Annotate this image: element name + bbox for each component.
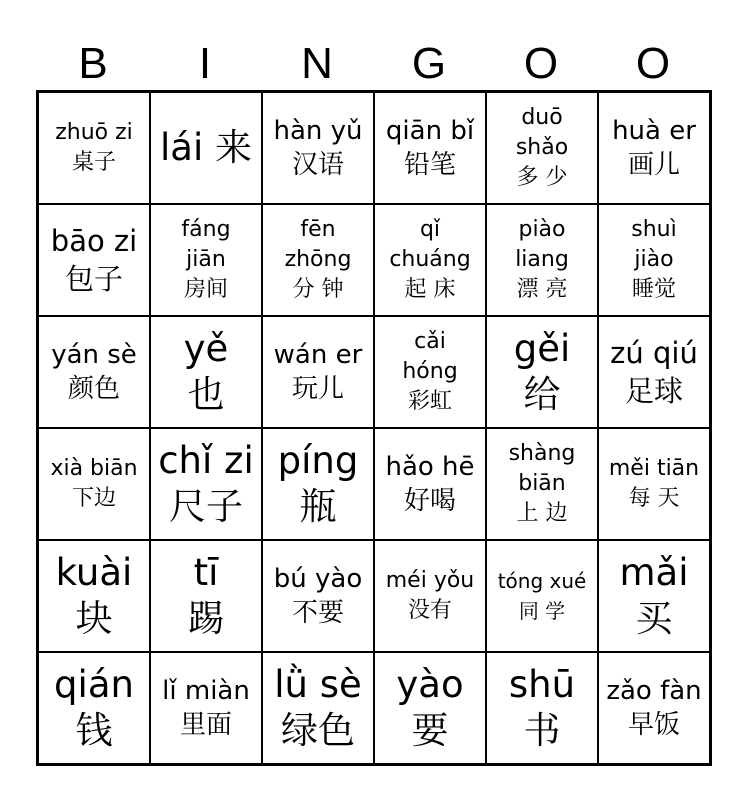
cell-pinyin: liang xyxy=(515,247,569,272)
cell-pinyin: fáng xyxy=(181,217,231,242)
cell-pinyin: zhuō zi xyxy=(55,120,133,145)
cell-hanzi: 漂 亮 xyxy=(516,277,568,302)
cell-hanzi: 玩儿 xyxy=(291,374,344,404)
bingo-cell[interactable] xyxy=(262,540,374,652)
cell-pinyin: shuì xyxy=(631,217,677,242)
cell-pinyin: měi tiān xyxy=(608,456,700,481)
cell-pinyin: lái 来 xyxy=(160,126,252,169)
cell-hanzi: 每 天 xyxy=(628,486,680,511)
bingo-cell[interactable] xyxy=(598,204,710,316)
cell-pinyin: tī xyxy=(193,551,219,594)
cell-pinyin: qǐ xyxy=(419,217,441,242)
header-letter-g: G xyxy=(411,39,447,88)
cell-pinyin: zhōng xyxy=(284,247,352,272)
bingo-cell[interactable] xyxy=(486,316,598,428)
cell-hanzi: 钱 xyxy=(75,709,113,752)
cell-pinyin: píng xyxy=(277,439,359,482)
cell-hanzi: 瓶 xyxy=(299,485,337,528)
cell-hanzi: 房间 xyxy=(183,277,228,302)
bingo-cell[interactable] xyxy=(598,428,710,540)
cell-hanzi: 没有 xyxy=(407,598,452,623)
bingo-cell[interactable] xyxy=(374,316,486,428)
bingo-cell[interactable] xyxy=(150,92,262,204)
cell-hanzi: 足球 xyxy=(624,374,683,408)
cell-hanzi: 也 xyxy=(187,373,225,416)
cell-pinyin: xià biān xyxy=(50,456,138,481)
cell-hanzi: 早饭 xyxy=(627,710,680,740)
cell-pinyin: mǎi xyxy=(619,551,689,594)
bingo-cell[interactable] xyxy=(150,204,262,316)
bingo-cell[interactable] xyxy=(150,428,262,540)
cell-hanzi: 好喝 xyxy=(403,486,456,516)
bingo-cell[interactable] xyxy=(486,204,598,316)
cell-pinyin: shǎo xyxy=(515,135,569,160)
bingo-cell[interactable] xyxy=(374,428,486,540)
cell-pinyin: shū xyxy=(508,663,576,706)
bingo-cell[interactable] xyxy=(38,204,150,316)
bingo-cell[interactable] xyxy=(150,316,262,428)
cell-hanzi: 书 xyxy=(523,709,561,752)
bingo-cell[interactable] xyxy=(262,428,374,540)
cell-hanzi: 上 边 xyxy=(516,501,568,526)
header-letter-n: N xyxy=(301,39,333,88)
bingo-cell[interactable] xyxy=(38,652,150,764)
cell-pinyin: shàng xyxy=(508,441,576,466)
bingo-cell[interactable] xyxy=(262,204,374,316)
cell-pinyin: bú yào xyxy=(273,564,363,594)
cell-pinyin: jiào xyxy=(634,247,674,272)
cell-hanzi: 绿色 xyxy=(281,709,355,752)
cell-hanzi: 里面 xyxy=(179,710,232,740)
cell-pinyin: cǎi xyxy=(414,329,446,354)
cell-pinyin: yán sè xyxy=(51,340,137,370)
bingo-cell[interactable] xyxy=(598,540,710,652)
bingo-header xyxy=(37,38,709,90)
header-letter-i: I xyxy=(198,39,212,88)
cell-hanzi: 块 xyxy=(75,597,113,640)
bingo-cell[interactable] xyxy=(38,316,150,428)
bingo-cell[interactable] xyxy=(374,540,486,652)
cell-hanzi: 包子 xyxy=(64,262,123,296)
bingo-cell[interactable] xyxy=(262,652,374,764)
cell-pinyin: hóng xyxy=(402,359,458,384)
bingo-cell[interactable] xyxy=(374,204,486,316)
bingo-cell[interactable] xyxy=(262,92,374,204)
cell-hanzi: 踢 xyxy=(187,597,225,640)
cell-pinyin: tóng xué xyxy=(497,569,587,593)
cell-pinyin: piào xyxy=(518,217,566,242)
header-letter-o-2: O xyxy=(635,39,671,88)
cell-hanzi: 同 学 xyxy=(518,599,566,623)
cell-hanzi: 起 床 xyxy=(404,277,456,302)
cell-hanzi: 汉语 xyxy=(291,150,344,180)
header-letter-o: O xyxy=(523,39,559,88)
cell-pinyin: yào xyxy=(396,663,464,706)
cell-hanzi: 尺子 xyxy=(169,485,243,528)
cell-hanzi: 画儿 xyxy=(627,150,680,180)
cell-pinyin: qiān bǐ xyxy=(385,116,475,146)
bingo-cell[interactable] xyxy=(38,428,150,540)
cell-hanzi: 给 xyxy=(523,373,561,416)
cell-pinyin: chǐ zi xyxy=(158,439,254,482)
bingo-card-grid xyxy=(36,90,712,766)
cell-pinyin: qián xyxy=(54,663,134,706)
cell-pinyin: hàn yǔ xyxy=(273,116,363,146)
cell-pinyin: gěi xyxy=(513,327,571,370)
bingo-cell[interactable] xyxy=(374,92,486,204)
cell-pinyin: fēn xyxy=(300,217,336,242)
bingo-cell[interactable] xyxy=(150,540,262,652)
bingo-cell[interactable] xyxy=(38,92,150,204)
header-letter-b: B xyxy=(78,39,108,88)
bingo-cell[interactable] xyxy=(38,540,150,652)
cell-hanzi: 睡觉 xyxy=(631,277,676,302)
cell-pinyin: wán er xyxy=(273,340,363,370)
cell-hanzi: 桌子 xyxy=(71,150,116,175)
bingo-cell[interactable] xyxy=(598,316,710,428)
cell-pinyin: hǎo hē xyxy=(385,452,475,482)
cell-hanzi: 买 xyxy=(635,597,673,640)
cell-pinyin: biān xyxy=(518,471,566,496)
cell-hanzi: 要 xyxy=(411,709,449,752)
cell-pinyin: méi yǒu xyxy=(385,568,475,593)
cell-hanzi: 多 少 xyxy=(516,165,568,190)
cell-pinyin: zú qiú xyxy=(610,336,698,370)
cell-pinyin: lǐ miàn xyxy=(162,676,250,706)
cell-pinyin: duō xyxy=(521,105,563,130)
cell-pinyin: bāo zi xyxy=(50,224,138,258)
bingo-cell[interactable] xyxy=(150,652,262,764)
cell-hanzi: 彩虹 xyxy=(407,389,452,414)
bingo-cell[interactable] xyxy=(598,652,710,764)
cell-hanzi: 下边 xyxy=(71,486,116,511)
cell-pinyin: yě xyxy=(183,327,229,370)
cell-pinyin: zǎo fàn xyxy=(606,676,702,706)
bingo-cell[interactable] xyxy=(486,92,598,204)
bingo-cell[interactable] xyxy=(486,540,598,652)
cell-hanzi: 颜色 xyxy=(67,374,120,404)
bingo-cell[interactable] xyxy=(262,316,374,428)
cell-hanzi: 分 钟 xyxy=(292,277,344,302)
cell-pinyin: jiān xyxy=(186,247,226,272)
cell-hanzi: 不要 xyxy=(291,598,344,628)
cell-pinyin: chuáng xyxy=(389,247,471,272)
cell-pinyin: lǜ sè xyxy=(274,663,362,706)
bingo-cell[interactable] xyxy=(598,92,710,204)
cell-hanzi: 铅笔 xyxy=(403,150,456,180)
bingo-cell[interactable] xyxy=(374,652,486,764)
bingo-cell[interactable] xyxy=(486,652,598,764)
cell-pinyin: kuài xyxy=(55,551,133,594)
cell-pinyin: huà er xyxy=(612,116,696,146)
bingo-cell[interactable] xyxy=(486,428,598,540)
